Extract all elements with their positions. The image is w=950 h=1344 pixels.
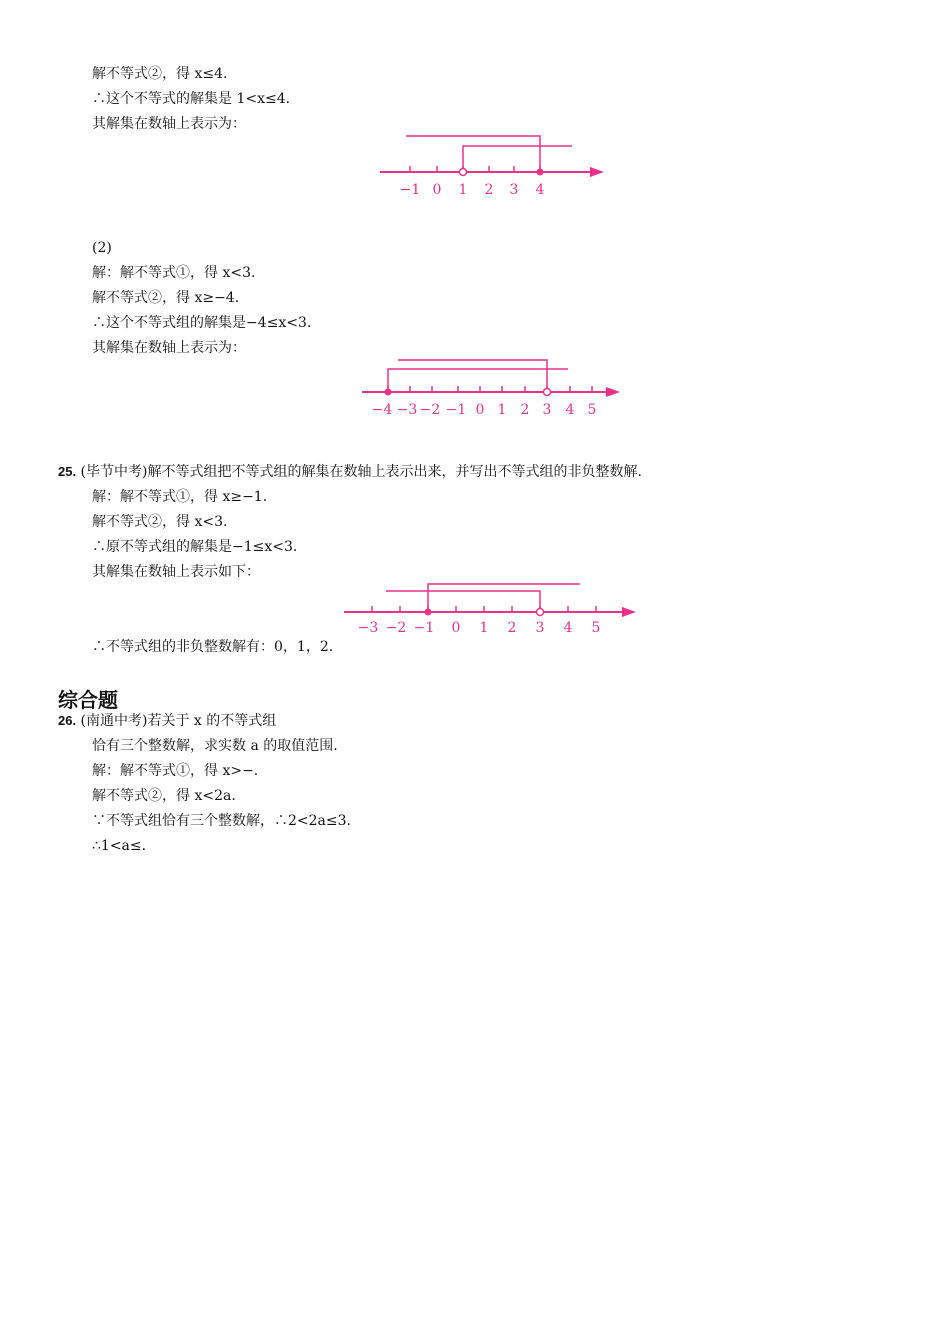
open-point bbox=[460, 169, 467, 176]
tick-label: −1 bbox=[445, 402, 467, 418]
tick-label: 4 bbox=[535, 182, 545, 198]
solution-line: 解不等式②，得 x<3. bbox=[92, 514, 228, 530]
tick-label: 1 bbox=[479, 620, 489, 636]
question-26 bbox=[58, 711, 276, 731]
solution-line: 解：解不等式①，得 x<3. bbox=[92, 265, 256, 281]
solution-line: ∴原不等式组的解集是−1≤x<3. bbox=[92, 539, 298, 555]
solution-line: 解不等式②，得 x≤4. bbox=[92, 66, 228, 82]
open-point bbox=[537, 609, 544, 616]
tick-label: 4 bbox=[563, 620, 573, 636]
closed-point bbox=[425, 609, 432, 616]
tick-label: 3 bbox=[509, 182, 519, 198]
tick-label: 3 bbox=[535, 620, 545, 636]
number-line-q25 bbox=[344, 576, 644, 636]
solution-line: ∴这个不等式的解集是 1<x≤4. bbox=[92, 91, 291, 107]
question-number: 25. bbox=[58, 464, 77, 479]
tick-label: −3 bbox=[357, 620, 379, 636]
number-line-part2 bbox=[362, 352, 624, 424]
tick-label: 2 bbox=[484, 182, 494, 198]
conclusion-line: ∴不等式组的非负整数解有：0，1，2. bbox=[92, 639, 334, 655]
solution-line: 解不等式②，得 x<2a. bbox=[92, 788, 236, 804]
section-title: 综合题 bbox=[58, 690, 118, 712]
closed-point bbox=[385, 389, 392, 396]
tick-label: −1 bbox=[413, 620, 435, 636]
solution-line: 解不等式②，得 x≥−4. bbox=[92, 290, 240, 306]
solution-line: 恰有三个整数解，求实数 a 的取值范围. bbox=[92, 738, 338, 754]
solution-line: ∵不等式组恰有三个整数解，∴2<2a≤3. bbox=[92, 813, 351, 829]
tick-label: 1 bbox=[458, 182, 468, 198]
question-stem: (南通中考)若关于 x 的不等式组 bbox=[80, 713, 277, 729]
solution-line: ∴这个不等式组的解集是−4≤x<3. bbox=[92, 315, 312, 331]
tick-label: 3 bbox=[542, 402, 552, 418]
tick-label: −2 bbox=[419, 402, 441, 418]
tick-label: −3 bbox=[396, 402, 418, 418]
tick-label: −4 bbox=[371, 402, 393, 418]
tick-label: 2 bbox=[520, 402, 530, 418]
tick-label: 0 bbox=[475, 402, 485, 418]
tick-label: 2 bbox=[507, 620, 517, 636]
tick-label: −1 bbox=[399, 182, 421, 198]
solution-line: ∴1<a≤. bbox=[92, 838, 147, 854]
tick-label: 5 bbox=[587, 402, 597, 418]
tick-label: 0 bbox=[451, 620, 461, 636]
tick-label: 0 bbox=[432, 182, 442, 198]
tick-label: 4 bbox=[565, 402, 575, 418]
question-stem: (毕节中考)解不等式组把不等式组的解集在数轴上表示出来，并写出不等式组的非负整数解. bbox=[80, 464, 642, 480]
number-line-prev bbox=[380, 132, 610, 204]
closed-point bbox=[537, 169, 544, 176]
solution-line: 解：解不等式①，得 x>−. bbox=[92, 763, 259, 779]
tick-label: 5 bbox=[591, 620, 601, 636]
part-label: (2) bbox=[92, 240, 112, 256]
tick-label: 1 bbox=[497, 402, 507, 418]
question-number: 26. bbox=[58, 713, 77, 728]
open-point bbox=[544, 389, 551, 396]
solution-line: 其解集在数轴上表示如下： bbox=[92, 564, 260, 580]
question-25 bbox=[58, 462, 642, 482]
tick-label: −2 bbox=[385, 620, 407, 636]
solution-line: 其解集在数轴上表示为： bbox=[92, 340, 246, 356]
solution-line: 其解集在数轴上表示为： bbox=[92, 116, 246, 132]
solution-line: 解：解不等式①，得 x≥−1. bbox=[92, 489, 268, 505]
